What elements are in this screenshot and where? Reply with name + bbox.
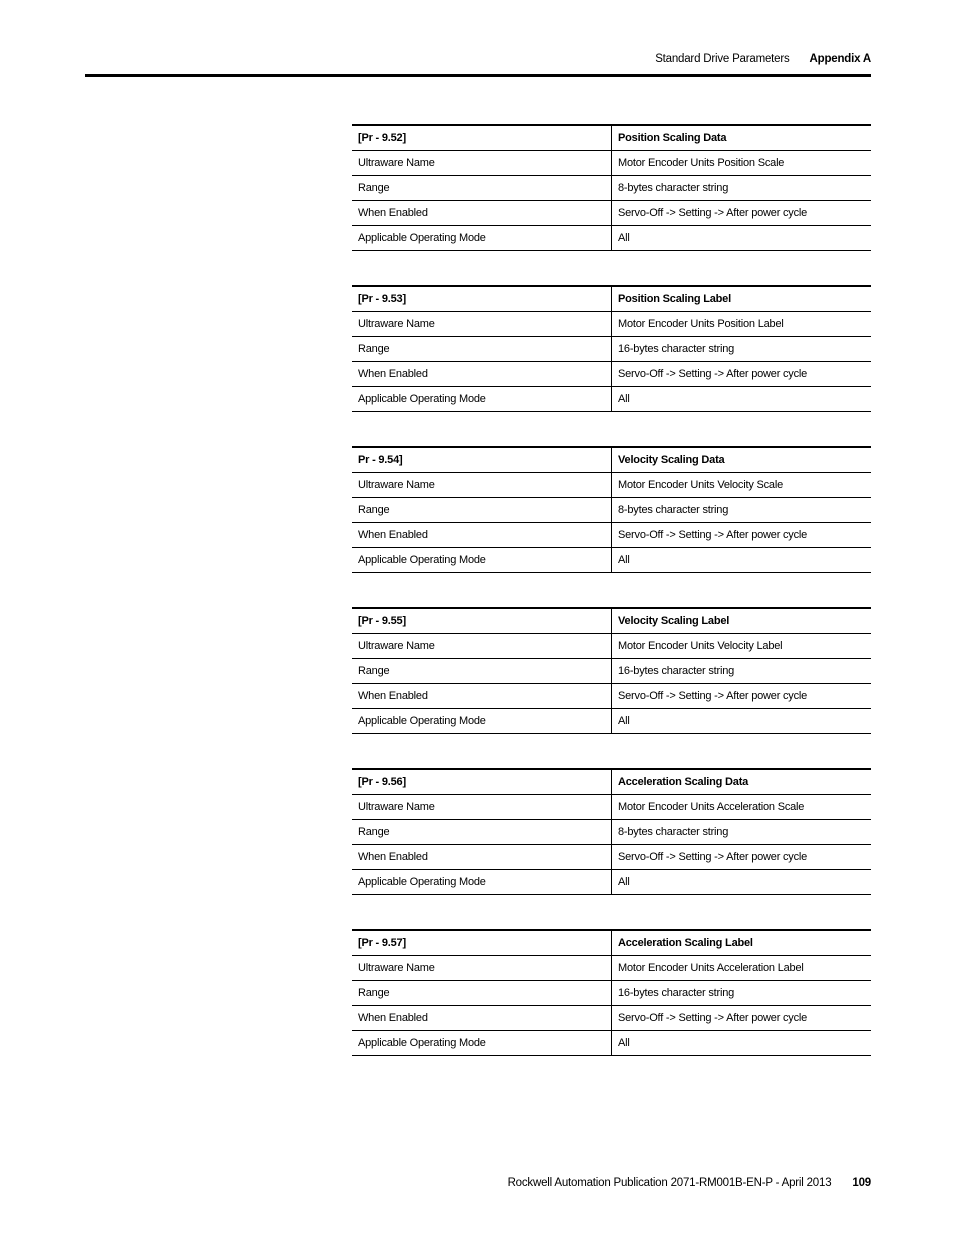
parameter-table-9-54 (352, 446, 871, 573)
row-value: All (612, 387, 872, 412)
parameter-title: Position Scaling Data (612, 125, 872, 151)
parameter-table-9-55 (352, 607, 871, 734)
row-label: When Enabled (352, 1006, 612, 1031)
table-row (352, 820, 871, 845)
parameter-table-9-52 (352, 124, 871, 251)
table-row (352, 956, 871, 981)
row-value: Servo-Off -> Setting -> After power cycle (612, 845, 872, 870)
header-appendix: Appendix A (809, 53, 871, 65)
publication-info: Rockwell Automation Publication 2071-RM001B-EN-P - April 2013 (507, 1177, 832, 1189)
row-label: Ultraware Name (352, 473, 612, 498)
table-row (352, 523, 871, 548)
parameter-id: Pr - 9.54] (352, 447, 612, 473)
row-label: Ultraware Name (352, 795, 612, 820)
page-number: 109 (852, 1177, 871, 1189)
row-value: Servo-Off -> Setting -> After power cycle (612, 1006, 872, 1031)
row-label: Applicable Operating Mode (352, 1031, 612, 1056)
page-footer (508, 1177, 871, 1189)
row-value: 16-bytes character string (612, 337, 872, 362)
row-value: 16-bytes character string (612, 981, 872, 1006)
parameter-table-9-56 (352, 768, 871, 895)
table-row (352, 634, 871, 659)
table-row (352, 870, 871, 895)
row-value: All (612, 870, 872, 895)
row-value: 8-bytes character string (612, 820, 872, 845)
parameter-id: [Pr - 9.57] (352, 930, 612, 956)
row-label: Range (352, 981, 612, 1006)
parameter-title: Acceleration Scaling Data (612, 769, 872, 795)
row-label: Range (352, 176, 612, 201)
table-row (352, 548, 871, 573)
table-row (352, 151, 871, 176)
table-row (352, 362, 871, 387)
parameter-id: [Pr - 9.52] (352, 125, 612, 151)
row-value: Motor Encoder Units Velocity Label (612, 634, 872, 659)
row-value: Servo-Off -> Setting -> After power cycle (612, 684, 872, 709)
row-value: Motor Encoder Units Acceleration Scale (612, 795, 872, 820)
row-value: All (612, 1031, 872, 1056)
row-value: Motor Encoder Units Position Label (612, 312, 872, 337)
row-value: All (612, 226, 872, 251)
parameter-tables (352, 124, 871, 1090)
table-row (352, 981, 871, 1006)
parameter-id: [Pr - 9.56] (352, 769, 612, 795)
table-row (352, 473, 871, 498)
row-value: 8-bytes character string (612, 176, 872, 201)
row-label: Range (352, 498, 612, 523)
row-label: Range (352, 820, 612, 845)
table-row (352, 845, 871, 870)
row-value: All (612, 548, 872, 573)
row-label: Ultraware Name (352, 312, 612, 337)
table-row (352, 337, 871, 362)
row-value: Motor Encoder Units Velocity Scale (612, 473, 872, 498)
table-row (352, 684, 871, 709)
row-label: Applicable Operating Mode (352, 387, 612, 412)
table-header-row (352, 286, 871, 312)
table-header-row (352, 608, 871, 634)
row-label: Ultraware Name (352, 956, 612, 981)
parameter-table-9-57 (352, 929, 871, 1056)
table-row (352, 1031, 871, 1056)
row-value: Motor Encoder Units Position Scale (612, 151, 872, 176)
row-value: Servo-Off -> Setting -> After power cycle (612, 362, 872, 387)
parameter-title: Velocity Scaling Data (612, 447, 872, 473)
row-label: Applicable Operating Mode (352, 870, 612, 895)
table-header-row (352, 447, 871, 473)
row-value: Servo-Off -> Setting -> After power cycle (612, 201, 872, 226)
row-label: When Enabled (352, 684, 612, 709)
parameter-table-9-53 (352, 285, 871, 412)
table-row (352, 201, 871, 226)
row-label: When Enabled (352, 201, 612, 226)
parameter-id: [Pr - 9.55] (352, 608, 612, 634)
parameter-title: Position Scaling Label (612, 286, 872, 312)
table-row (352, 387, 871, 412)
table-row (352, 795, 871, 820)
table-row (352, 1006, 871, 1031)
row-label: Ultraware Name (352, 634, 612, 659)
table-row (352, 659, 871, 684)
table-row (352, 176, 871, 201)
parameter-title: Velocity Scaling Label (612, 608, 872, 634)
row-label: Ultraware Name (352, 151, 612, 176)
table-row (352, 709, 871, 734)
row-label: When Enabled (352, 523, 612, 548)
row-label: Applicable Operating Mode (352, 709, 612, 734)
row-value: 16-bytes character string (612, 659, 872, 684)
row-value: 8-bytes character string (612, 498, 872, 523)
table-row (352, 312, 871, 337)
parameter-title: Acceleration Scaling Label (612, 930, 872, 956)
table-row (352, 226, 871, 251)
row-label: When Enabled (352, 362, 612, 387)
row-value: Servo-Off -> Setting -> After power cycle (612, 523, 872, 548)
row-value: All (612, 709, 872, 734)
row-label: Range (352, 337, 612, 362)
table-row (352, 498, 871, 523)
parameter-id: [Pr - 9.53] (352, 286, 612, 312)
row-label: Range (352, 659, 612, 684)
table-header-row (352, 930, 871, 956)
table-header-row (352, 769, 871, 795)
row-label: Applicable Operating Mode (352, 226, 612, 251)
row-label: When Enabled (352, 845, 612, 870)
row-label: Applicable Operating Mode (352, 548, 612, 573)
header-rule (85, 74, 871, 77)
table-header-row (352, 125, 871, 151)
header-section: Standard Drive Parameters (655, 53, 790, 65)
page-header (655, 53, 871, 65)
row-value: Motor Encoder Units Acceleration Label (612, 956, 872, 981)
